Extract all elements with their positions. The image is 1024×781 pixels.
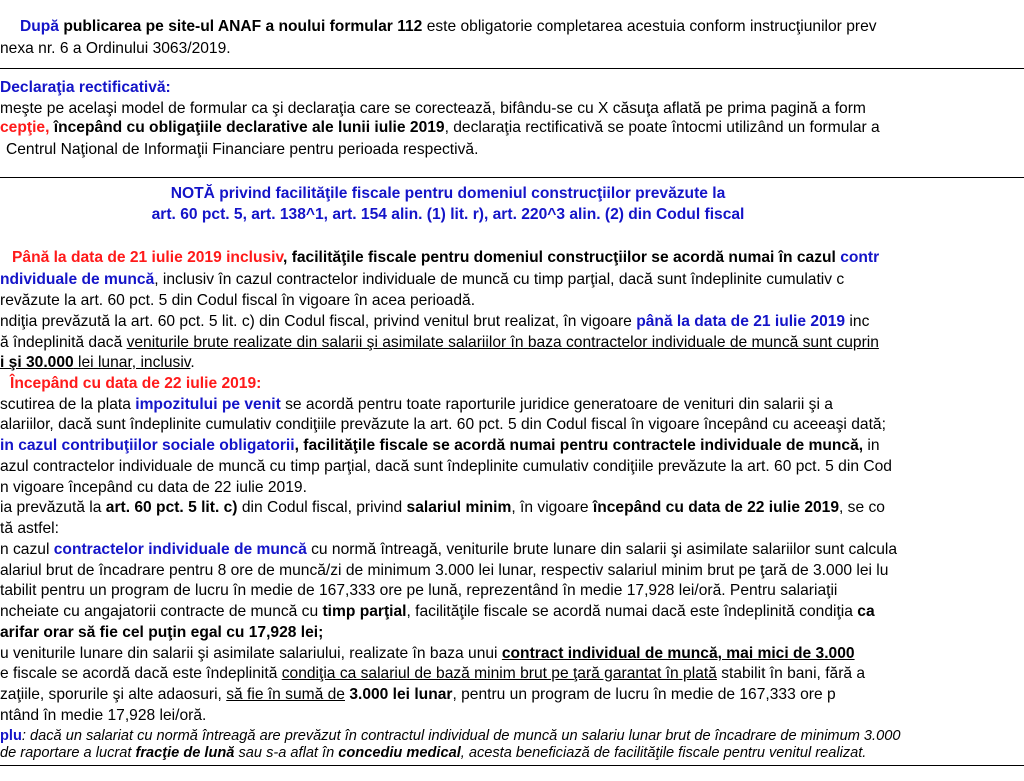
pana-la-data: Până la data de 21 iulie 2019 inclusiv [12,249,284,266]
p2-line-1: scutirea de la plata impozitului pe venit se acordă pentru toate raporturile juridice generatoare de venituri din salarii şi a [0,396,833,413]
p2-line-3: in cazul contribuţiilor sociale obligatorii, facilităţile fiscale se acordă numai pentru contractele individuale de muncă, in [0,437,880,454]
rectificativa-line-2 [0,119,880,137]
intro-line-2: nexa nr. 6 a Ordinului 3063/2019. [0,40,231,57]
nota-title-1: NOTĂ privind facilităţile fiscale pentru domeniul construcţiilor prevăzute la [170,185,726,202]
p1-line-3: revăzute la art. 60 pct. 5 din Codul fiscal în vigoare în acea perioadă. [0,292,476,309]
divider [0,765,1024,766]
dupa-label: După [20,18,59,35]
p1-line-4: ndiţia prevăzută la art. 60 pct. 5 lit. c) din Codul fiscal, privind venitul brut realizat, în vigoare până la data de 21 iulie 2019 inc [0,313,870,330]
p2-line-15: zaţiile, sporurile şi alte adaosuri, să fie în sumă de 3.000 lei lunar, pentru un program de lucru în medie de 167,333 ore p [0,686,836,703]
rectificativa-bold: începând cu obligaţiile declarative ale lunii iulie 2019 [49,119,445,136]
p1-line-2: ndividuale de muncă, inclusiv în cazul contractelor individuale de muncă cu timp parţial, dacă sunt îndeplinite cumulativ c [0,271,845,288]
p2-line-14: e fiscale se acordă dacă este îndeplinită condiţia ca salariul de bază minim brut pe ţară garantat în plată stabilit în bani, fără a [0,665,866,682]
p2-heading: Începând cu data de 22 iulie 2019: [10,375,262,392]
p2-line-13: u veniturile lunare din salarii şi asimilate salariului, realizate în baza unui contract individual de muncă, mai mici de 3.000 [0,645,855,662]
p2-line-2: alariilor, dacă sunt îndeplinite cumulativ condiţiile prevăzute la art. 60 pct. 5 din Codul fiscal în vigoare începând cu aceeaşi dată; [0,416,886,433]
exceptie-label: cepţie, [0,119,50,136]
p2-line-7: tă astfel: [0,520,59,537]
rectificativa-heading: Declaraţia rectificativă: [0,79,171,96]
p2-line-16: ntând în medie 17,928 lei/oră. [0,707,207,724]
p2-line-8: n cazul contractelor individuale de muncă cu normă întreagă, veniturile brute lunare din salarii şi asimilate salariilor sunt calcula [0,541,898,558]
p1-line-1: Până la data de 21 iulie 2019 inclusiv, facilităţile fiscale pentru domeniul construcţiilor se acordă numai în cazul contr [12,249,880,266]
p2-line-5: n vigoare începând cu data de 22 iulie 2019. [0,479,307,496]
rectificativa-text: , declaraţia rectificativă se poate întocmi utilizând un formular a [444,119,880,136]
p2-line-10: tabilit pentru un program de lucru în medie de 167,333 ore pe lună, reprezentând în medie 17,928 lei/oră. Pentru salariaţii [0,582,838,599]
intro-text: este obligatorie completarea acestuia conform instrucţiunilor prev [422,18,877,35]
p1-line-5: ă îndeplinită dacă veniturile brute realizate din salarii şi asimilate salariilor în baza contractelor individuale de muncă sunt cuprin [0,334,879,351]
divider [0,68,1024,69]
p2-line-9: alariul brut de încadrare pentru 8 ore de muncă/zi de minimum 3.000 lei lunar, respectiv salariul minim brut pe ţară de 3.000 lei lu [0,562,889,579]
nota-title-2: art. 60 pct. 5, art. 138^1, art. 154 alin. (1) lit. r), art. 220^3 alin. (2) din Codul fiscal [151,206,745,223]
p2-line-4: azul contractelor individuale de muncă cu timp parţial, dacă sunt îndeplinite cumulativ condiţiile prevăzute la art. 60 pct. 5 din Cod [0,458,892,475]
example-line-1: plu: dacă un salariat cu normă întreagă are prevăzut în contractul individual de muncă un salariu lunar brut de încadrare de minimum 3.000 [0,728,901,744]
example-line-2: de raportare a lucrat fracţie de lună sau s-a aflat în concediu medical, acesta beneficiază de facilităţile fiscale pentru venitul realizat. [0,745,867,761]
rectificativa-line-3: Centrul Naţional de Informaţii Financiare pentru perioada respectivă. [6,141,479,158]
rectificativa-line-1: meşte pe acelaşi model de formular ca şi declaraţia care se corectează, bifându-se cu X căsuţa aflată pe prima pagină a form [0,100,866,117]
intro-bold-text: publicarea pe site-ul ANAF a noului formular 112 [63,18,423,35]
p2-line-6: ia prevăzută la art. 60 pct. 5 lit. c) din Codul fiscal, privind salariul minim, în vigoare începând cu data de 22 iulie 2019, se co [0,499,885,516]
intro-line-1 [20,18,877,36]
p2-line-12: arifar orar să fie cel puţin egal cu 17,928 lei; [0,624,324,641]
divider [0,177,1024,178]
p1-line-6: i şi 30.000 lei lunar, inclusiv. [0,354,195,371]
p2-line-11: ncheiate cu angajatorii contracte de muncă cu timp parţial, facilităţile fiscale se acordă numai dacă este îndeplinită condiţia ca [0,603,875,620]
